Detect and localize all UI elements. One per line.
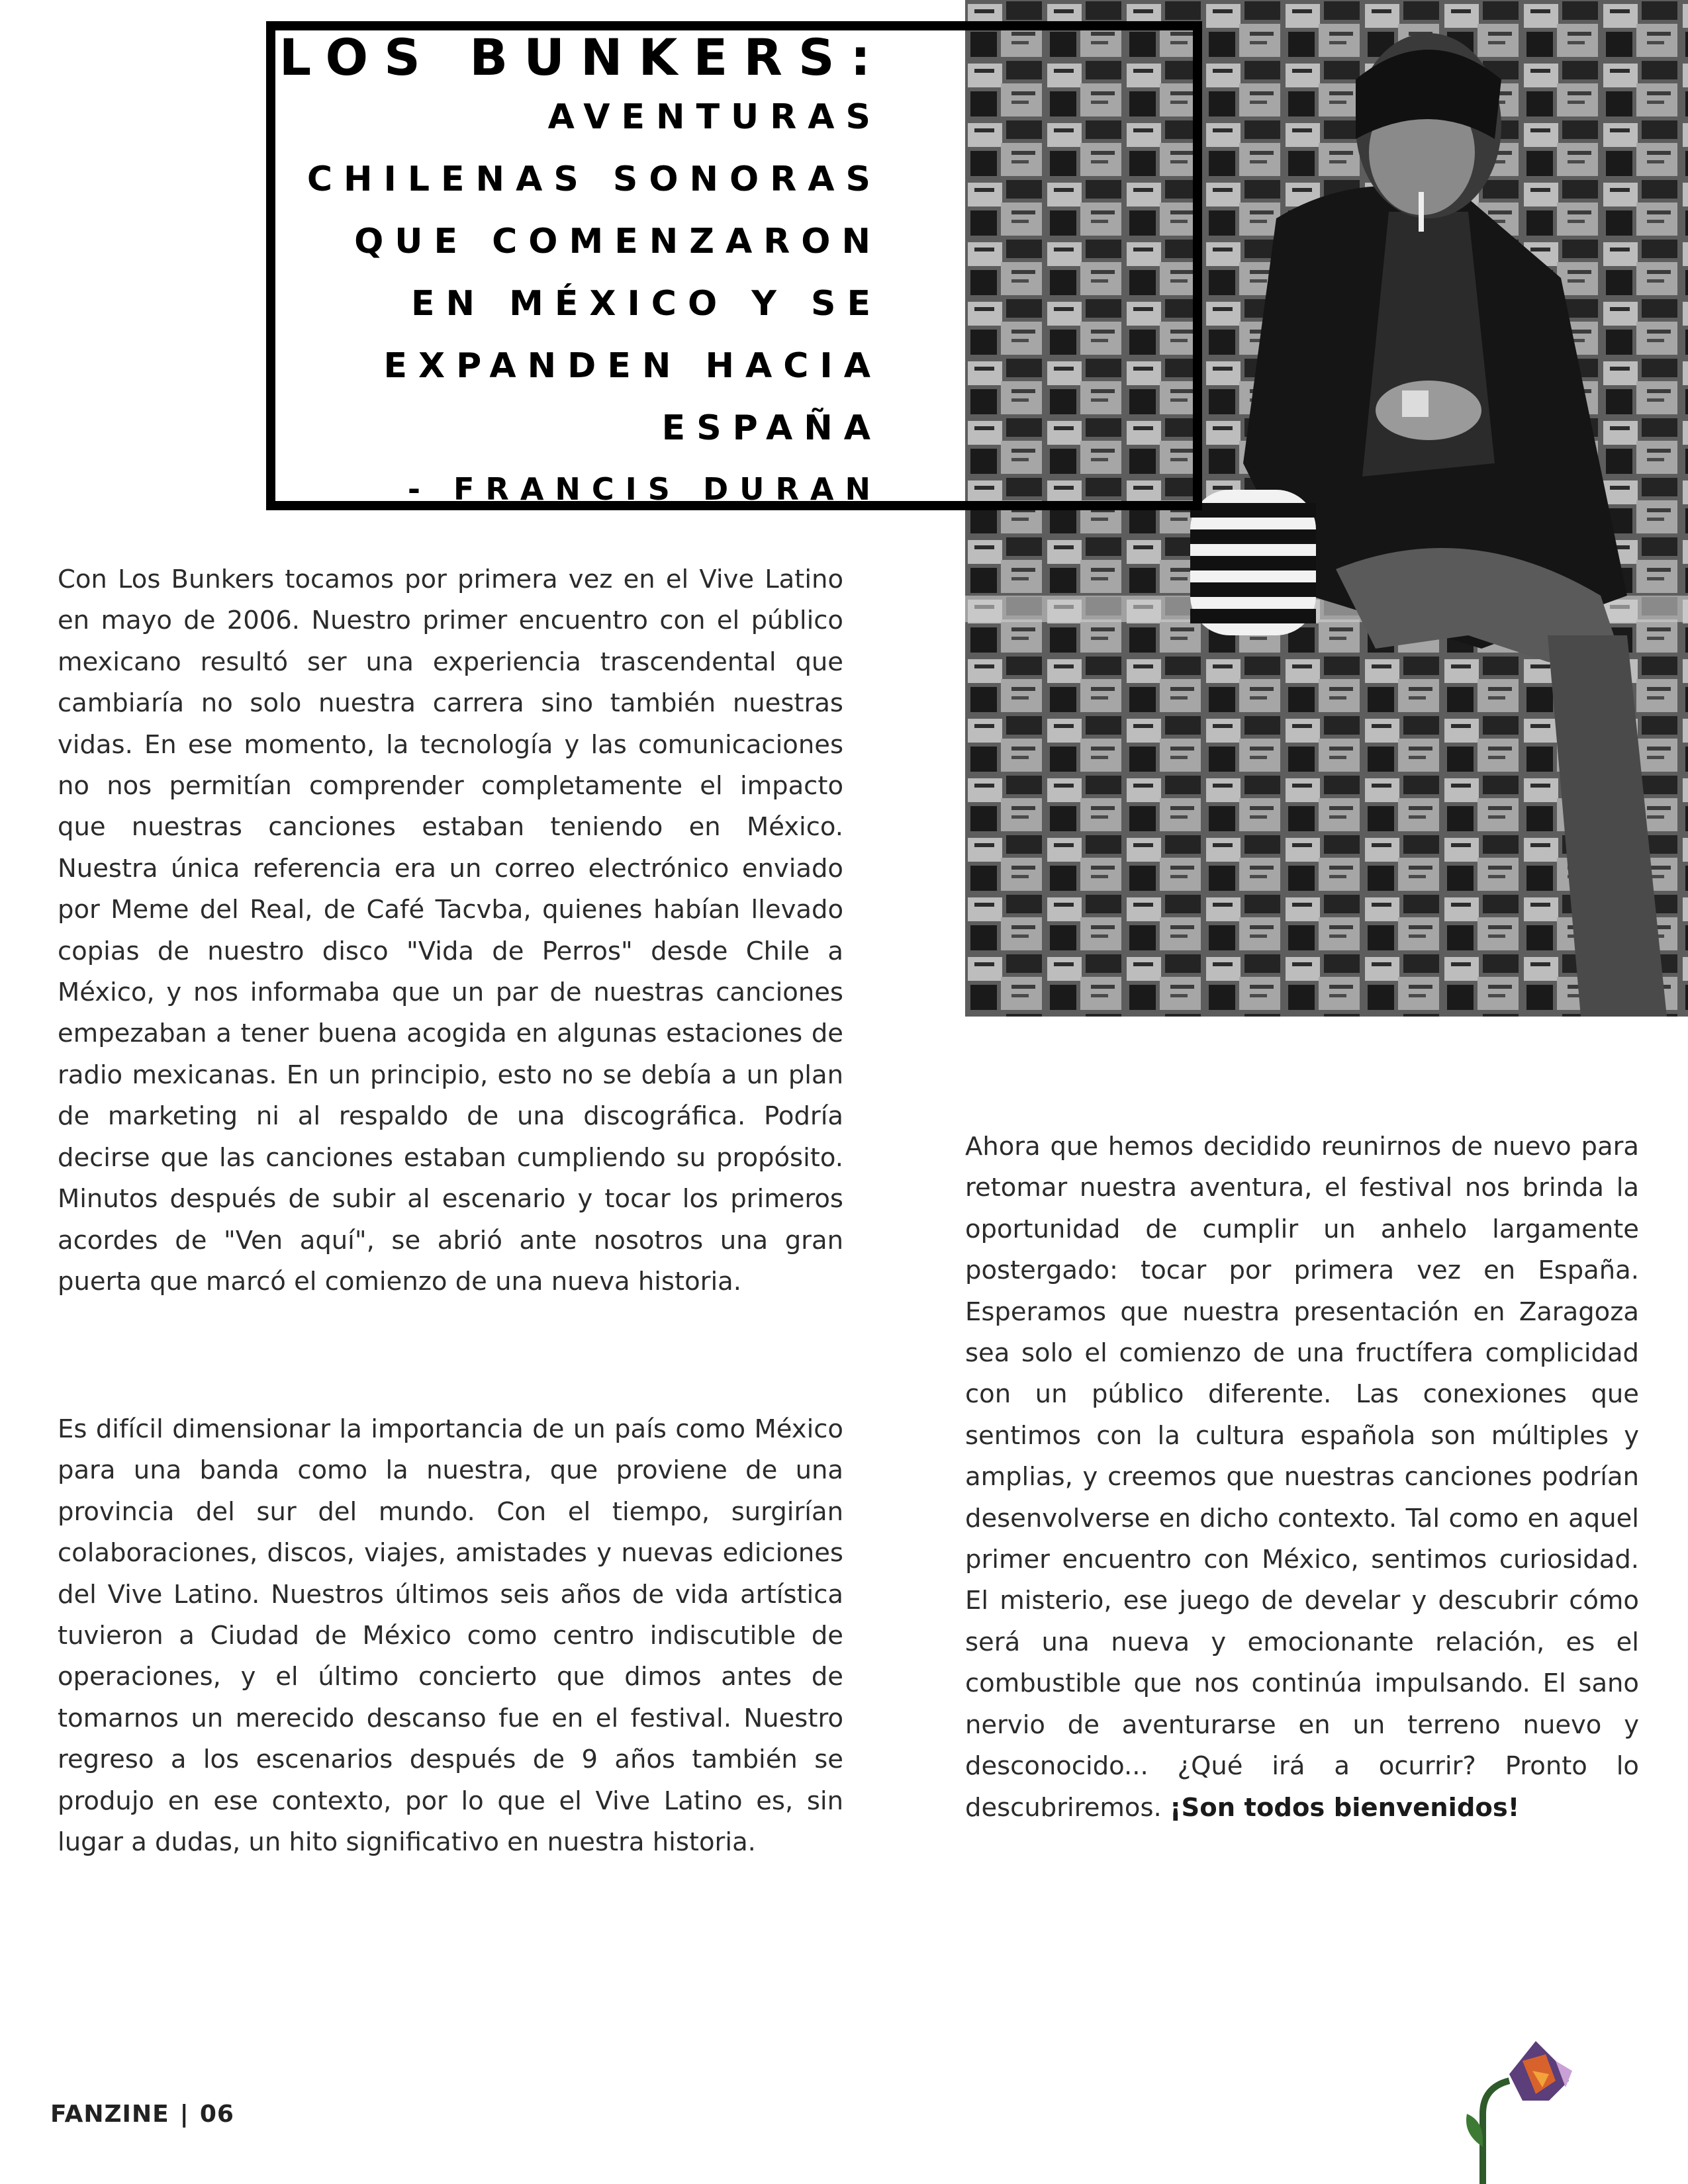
footer-separator: | [179,2101,189,2128]
closing-phrase: ¡Son todos bienvenidos! [1170,1792,1520,1823]
body-paragraph-3 [965,1126,1639,1829]
article-author: - FRANCIS DURAN [407,471,882,507]
footer-brand: FANZINE [50,2101,169,2128]
page-number: 06 [199,2101,234,2128]
flower-logo-icon [1456,2034,1575,2184]
paragraph-text: Con Los Bunkers tocamos por primera vez en el Vive Latino en mayo de 2006. Nuestro primer encuentro con el público mexicano resultó ser una experiencia trascendental que cambiaría no solo nuestra carrera sino también nuestras vidas. En ese momento, la tecnología y las comunicaciones no nos permitían comprender completamente el impacto que nuestras canciones estaban teniendo en México. Nuestra única referencia era un correo electrónico enviado por Meme del Real, de Café Tacvba, quienes habían llevado copias de nuestro disco "Vida de Perros" desde Chile a México, y nos informaba que un par de nuestras canciones empezaban a tener buena acogida en algunas estaciones de radio mexicanas. En un principio, esto no se debía a un plan de marketing ni al respaldo de una discográfica. Podría decirse que las canciones estaban cumpliendo su propósito. Minutos después de subir al escenario y tocar los primeros acordes de "Ven aquí", se abrió ante nosotros una gran puerta que marcó el comienzo de una nueva historia. [58,565,843,1297]
paragraph-text [965,1126,1639,1829]
title-line: EXPANDEN HACIA [383,346,882,386]
paragraph-text: Es difícil dimensionar la importancia de un país como México para una banda como la nuestra, que proviene de una provincia del sur del mundo. Con el tiempo, surgirían colaboraciones, discos, viajes, amistades y nuevas ediciones del Vive Latino. Nuestros últimos seis años de vida artística tuvieron a Ciudad de México como centro indiscutible de operaciones, y el último concierto que dimos antes de tomarnos un merecido descanso fue en el festival. Nuestro regreso a los escenarios después de 9 años también se produjo en ese contexto, por lo que el Vive Latino es, sin lugar a dudas, un hito significativo en nuestra historia. [58,1414,843,1858]
title-line: QUE COMENZARON [354,222,882,261]
title-line: ESPAÑA [661,408,882,448]
article-title [278,28,886,519]
title-line: EN MÉXICO Y SE [410,284,882,324]
title-line: AVENTURAS [547,97,882,137]
title-line-main: LOS BUNKERS: [279,28,886,87]
title-line: CHILENAS SONORAS [306,159,882,199]
paragraph-text-main: Ahora que hemos decidido reunirnos de nuevo para retomar nuestra aventura, el festival nos brinda la oportunidad de cumplir un anhelo largamente postergado: tocar por primera vez en España. Esperamos que nuestra presentación en Zaragoza sea solo el comienzo de una fructífera complicidad con un público diferente. Las conexiones que sentimos con la cultura española son múltiples y amplias, y creemos que nuestras canciones podrían desenvolverse en dicho contexto. Tal como en aquel primer encuentro con México, sentimos curiosidad. El misterio, ese juego de develar y descubrir cómo será una nueva y emocionante relación, es el combustible que nos continúa impulsando. El sano nervio de aventurarse en un terreno nuevo y desconocido... ¿Qué irá a ocurrir? Pronto lo descubriremos. [965,1132,1639,1823]
body-paragraph-1 [58,559,843,1302]
body-paragraph-2 [58,1409,843,1863]
page-footer [50,2101,234,2128]
